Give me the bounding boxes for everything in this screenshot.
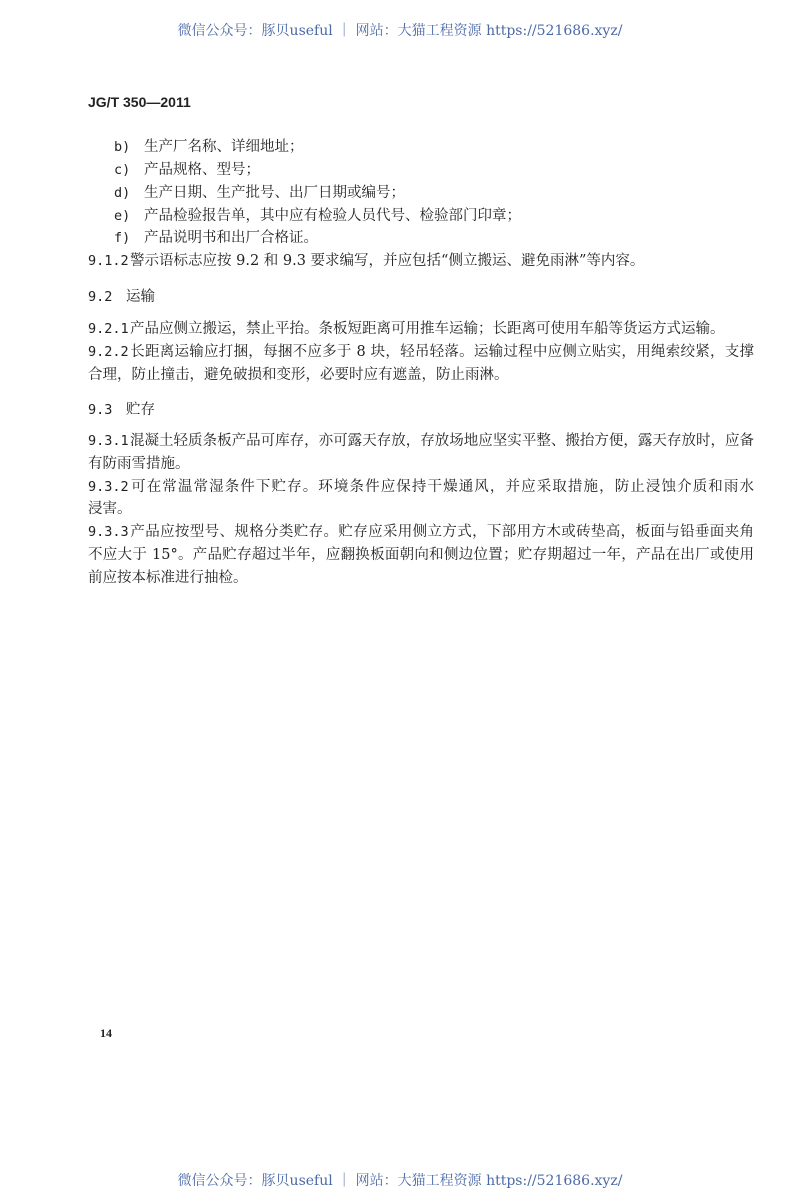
section-heading-9-2: 9.2 运输 [88,289,155,305]
clause-9-1-2: 9.1.2警示语标志应按 9.2 和 9.3 要求编写，并应包括“侧立搬运、避免雨淋”等内容。 [88,253,645,269]
clause-9-3-3-cont2: 前应按本标准进行抽检。 [88,570,248,586]
list-item: b) 生产厂名称、详细地址； [114,139,304,155]
list-item: e) 产品检验报告单，其中应有检验人员代号、检验部门印章； [114,208,521,224]
list-item: f) 产品说明书和出厂合格证。 [114,230,318,246]
clause-9-3-3: 9.3.3产品应按型号、规格分类贮存。贮存应采用侧立方式，下部用方木或砖垫高，板面与铅垂面夹角 [88,524,754,540]
list-item: d) 生产日期、生产批号、出厂日期或编号； [114,185,405,201]
standard-header: JG/T 350—2011 [88,94,191,110]
clause-9-3-2-cont: 浸害。 [88,501,132,517]
list-item: c) 产品规格、型号； [114,162,260,178]
clause-9-3-2: 9.3.2可在常温常湿条件下贮存。环境条件应保持干燥通风，并应采取措施，防止浸蚀介质和雨水 [88,479,754,495]
clause-9-3-1: 9.3.1混凝土轻质条板产品可库存，亦可露天存放，存放场地应坚实平整、搬抬方便，露天存放时，应备 [88,433,754,449]
clause-9-2-2: 9.2.2长距离运输应打捆，每捆不应多于 8 块，轻吊轻落。运输过程中应侧立贴实，用绳索绞紧，支撑 [88,344,754,360]
page-number: 14 [100,1026,112,1040]
clause-9-2-2-cont: 合理，防止撞击，避免破损和变形，必要时应有遮盖，防止雨淋。 [88,367,509,383]
clause-9-2-1: 9.2.1产品应侧立搬运，禁止平抬。条板短距离可用推车运输；长距离可使用车船等货运方式运输。 [88,321,725,337]
watermark-bottom: 微信公众号：豚贝useful ｜ 网站：大猫工程资源 https://521686.xyz/ [177,1173,623,1189]
clause-9-3-3-cont: 不应大于 15°。产品贮存超过半年，应翻换板面朝向和侧边位置；贮存期超过一年，产品在出厂或使用 [88,547,754,563]
watermark-top: 微信公众号：豚贝useful ｜ 网站：大猫工程资源 https://521686.xyz/ [177,23,623,39]
section-heading-9-3: 9.3 贮存 [88,402,155,418]
clause-9-3-1-cont: 有防雨雪措施。 [88,456,190,472]
